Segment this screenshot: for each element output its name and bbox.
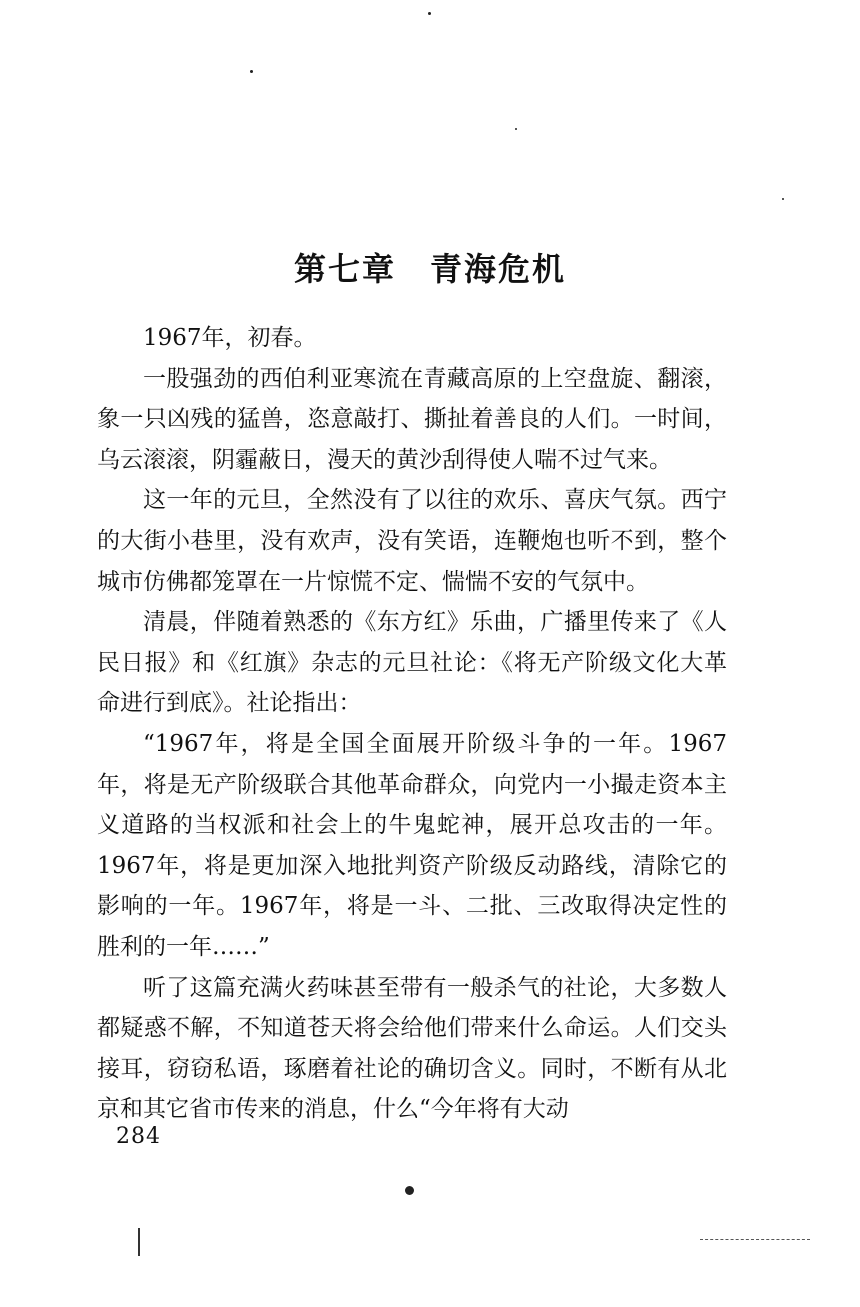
scan-edge-mark — [138, 1228, 140, 1256]
scan-speck — [405, 1186, 414, 1195]
scan-dash-mark — [700, 1239, 810, 1240]
chapter-body — [97, 318, 727, 1130]
paragraph: “1967年，将是全国全面展开阶级斗争的一年。1967年，将是无产阶级联合其他革命群众，向党内一小撮走资本主义道路的当权派和社会上的牛鬼蛇神，展开总攻击的一年。1967年，将是更加深入地批判资产阶级反动路线，清除它的影响的一年。1967年，将是一斗、二批、三改取得决定性的胜利的一年……” — [97, 730, 727, 960]
chapter-number: 第七章 — [293, 250, 396, 288]
chapter-title — [0, 244, 860, 290]
paragraph: 1967年，初春。 — [143, 325, 317, 351]
page-number: 284 — [116, 1124, 161, 1149]
paragraph: 这一年的元旦，全然没有了以往的欢乐、喜庆气氛。西宁的大街小巷里，没有欢声，没有笑语，连鞭炮也听不到，整个城市仿佛都笼罩在一片惊慌不定、惴惴不安的气氛中。 — [97, 487, 727, 595]
scan-speck — [782, 198, 784, 200]
chapter-name: 青海危机 — [430, 250, 567, 288]
paragraph: 听了这篇充满火药味甚至带有一般杀气的社论，大多数人都疑惑不解，不知道苍天将会给他们带来什么命运。人们交头接耳，窃窃私语，琢磨着社论的确切含义。同时，不断有从北京和其它省市传来的消息，什么“今年将有大动 — [97, 974, 727, 1123]
scan-speck — [250, 70, 253, 73]
scan-speck — [428, 12, 431, 15]
scan-speck — [515, 128, 517, 130]
paragraph: 清晨，伴随着熟悉的《东方红》乐曲，广播里传来了《人民日报》和《红旗》杂志的元旦社论：《将无产阶级文化大革命进行到底》。社论指出： — [97, 609, 727, 717]
paragraph: 一股强劲的西伯利亚寒流在青藏高原的上空盘旋、翻滚，象一只凶残的猛兽，恣意敲打、撕扯着善良的人们。一时间，乌云滚滚，阴霾蔽日，漫天的黄沙刮得使人喘不过气来。 — [97, 365, 727, 473]
